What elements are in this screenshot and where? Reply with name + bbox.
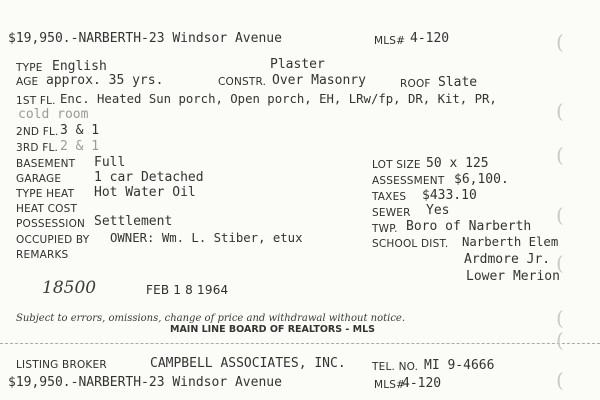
twp-value: Boro of Narberth xyxy=(406,219,532,234)
footer-mls-number: 4-120 xyxy=(402,376,442,391)
header-mls-label: MLS# xyxy=(374,35,406,47)
basement-label: BASEMENT xyxy=(16,158,76,170)
header-price-address: $19,950.-NARBERTH-23 Windsor Avenue xyxy=(8,31,282,46)
age-value: approx. 35 yrs. xyxy=(46,73,164,88)
header-mls-number: 4-120 xyxy=(410,31,450,46)
school-value-1: Narberth Elem xyxy=(462,235,559,249)
roof-value: Slate xyxy=(438,75,478,90)
occupied-label: OCCUPIED BY xyxy=(16,234,90,246)
margin-mark-5: ( xyxy=(556,251,564,275)
assessment-label: ASSESSMENT xyxy=(372,175,445,187)
sewer-value: Yes xyxy=(426,203,450,218)
footer-price-address: $19,950.-NARBERTH-23 Windsor Avenue xyxy=(8,375,282,390)
type-heat-value: Hot Water Oil xyxy=(94,185,196,200)
handwritten-note: 18500 xyxy=(42,278,97,298)
margin-mark-7: ( xyxy=(556,328,564,352)
sewer-label: SEWER xyxy=(372,207,411,219)
separator xyxy=(0,343,600,344)
basement-value: Full xyxy=(94,155,126,170)
margin-mark-3: ( xyxy=(556,143,564,167)
footer-mls-label: MLS# xyxy=(374,379,406,391)
constr-value: Over Masonry xyxy=(272,73,366,88)
second-floor-value: 3 & 1 xyxy=(60,123,100,138)
third-floor-value: 2 & 1 xyxy=(60,139,100,154)
age-label: AGE xyxy=(16,76,39,88)
exterior-value: Plaster xyxy=(270,57,325,72)
date-stamp: FEB 1 8 1964 xyxy=(146,283,229,297)
margin-mark-6: ( xyxy=(556,306,564,330)
tel-value: MI 9-4666 xyxy=(424,358,495,373)
margin-mark-4: ( xyxy=(556,203,564,227)
disclaimer: Subject to errors, omissions, change of price and withdrawal without notice. xyxy=(16,313,406,324)
first-floor-label: 1ST FL. xyxy=(16,95,56,107)
listing-broker-label: LISTING BROKER xyxy=(16,359,107,371)
possession-value: Settlement xyxy=(94,214,173,229)
remarks-label: REMARKS xyxy=(16,249,69,261)
occupied-value: OWNER: Wm. L. Stiber, etux xyxy=(110,231,303,245)
second-floor-label: 2ND FL. xyxy=(16,126,59,138)
lot-size-label: LOT SIZE xyxy=(372,159,421,171)
heat-cost-label: HEAT COST xyxy=(16,203,78,215)
garage-label: GARAGE xyxy=(16,173,62,185)
listing-broker-value: CAMPBELL ASSOCIATES, INC. xyxy=(150,356,346,371)
school-value-2: Ardmore Jr. xyxy=(464,252,551,267)
tel-label: TEL. NO. xyxy=(372,361,419,373)
school-value-3: Lower Merion xyxy=(466,269,560,284)
type-heat-label: TYPE HEAT xyxy=(16,188,75,200)
lot-size-value: 50 x 125 xyxy=(426,156,489,171)
assessment-value: $6,100. xyxy=(454,172,509,187)
twp-label: TWP. xyxy=(372,223,398,235)
first-floor-value: Enc. Heated Sun porch, Open porch, EH, LRw/fp, DR, Kit, PR, xyxy=(60,92,497,106)
type-label: TYPE xyxy=(16,62,43,74)
constr-label: CONSTR. xyxy=(218,76,267,88)
margin-mark-2: ( xyxy=(556,99,564,123)
board-name: MAIN LINE BOARD OF REALTORS - MLS xyxy=(170,324,375,335)
margin-mark-8: ( xyxy=(556,368,564,392)
taxes-label: TAXES xyxy=(372,191,407,203)
school-label: SCHOOL DIST. xyxy=(372,238,449,250)
third-floor-label: 3RD FL. xyxy=(16,142,59,154)
roof-label: ROOF xyxy=(400,78,431,90)
margin-mark-1: ( xyxy=(556,30,564,54)
type-value: English xyxy=(52,59,107,74)
possession-label: POSSESSION xyxy=(16,218,86,230)
taxes-value: $433.10 xyxy=(422,188,477,203)
first-floor-value-2: cold room xyxy=(18,107,89,122)
garage-value: 1 car Detached xyxy=(94,170,204,185)
